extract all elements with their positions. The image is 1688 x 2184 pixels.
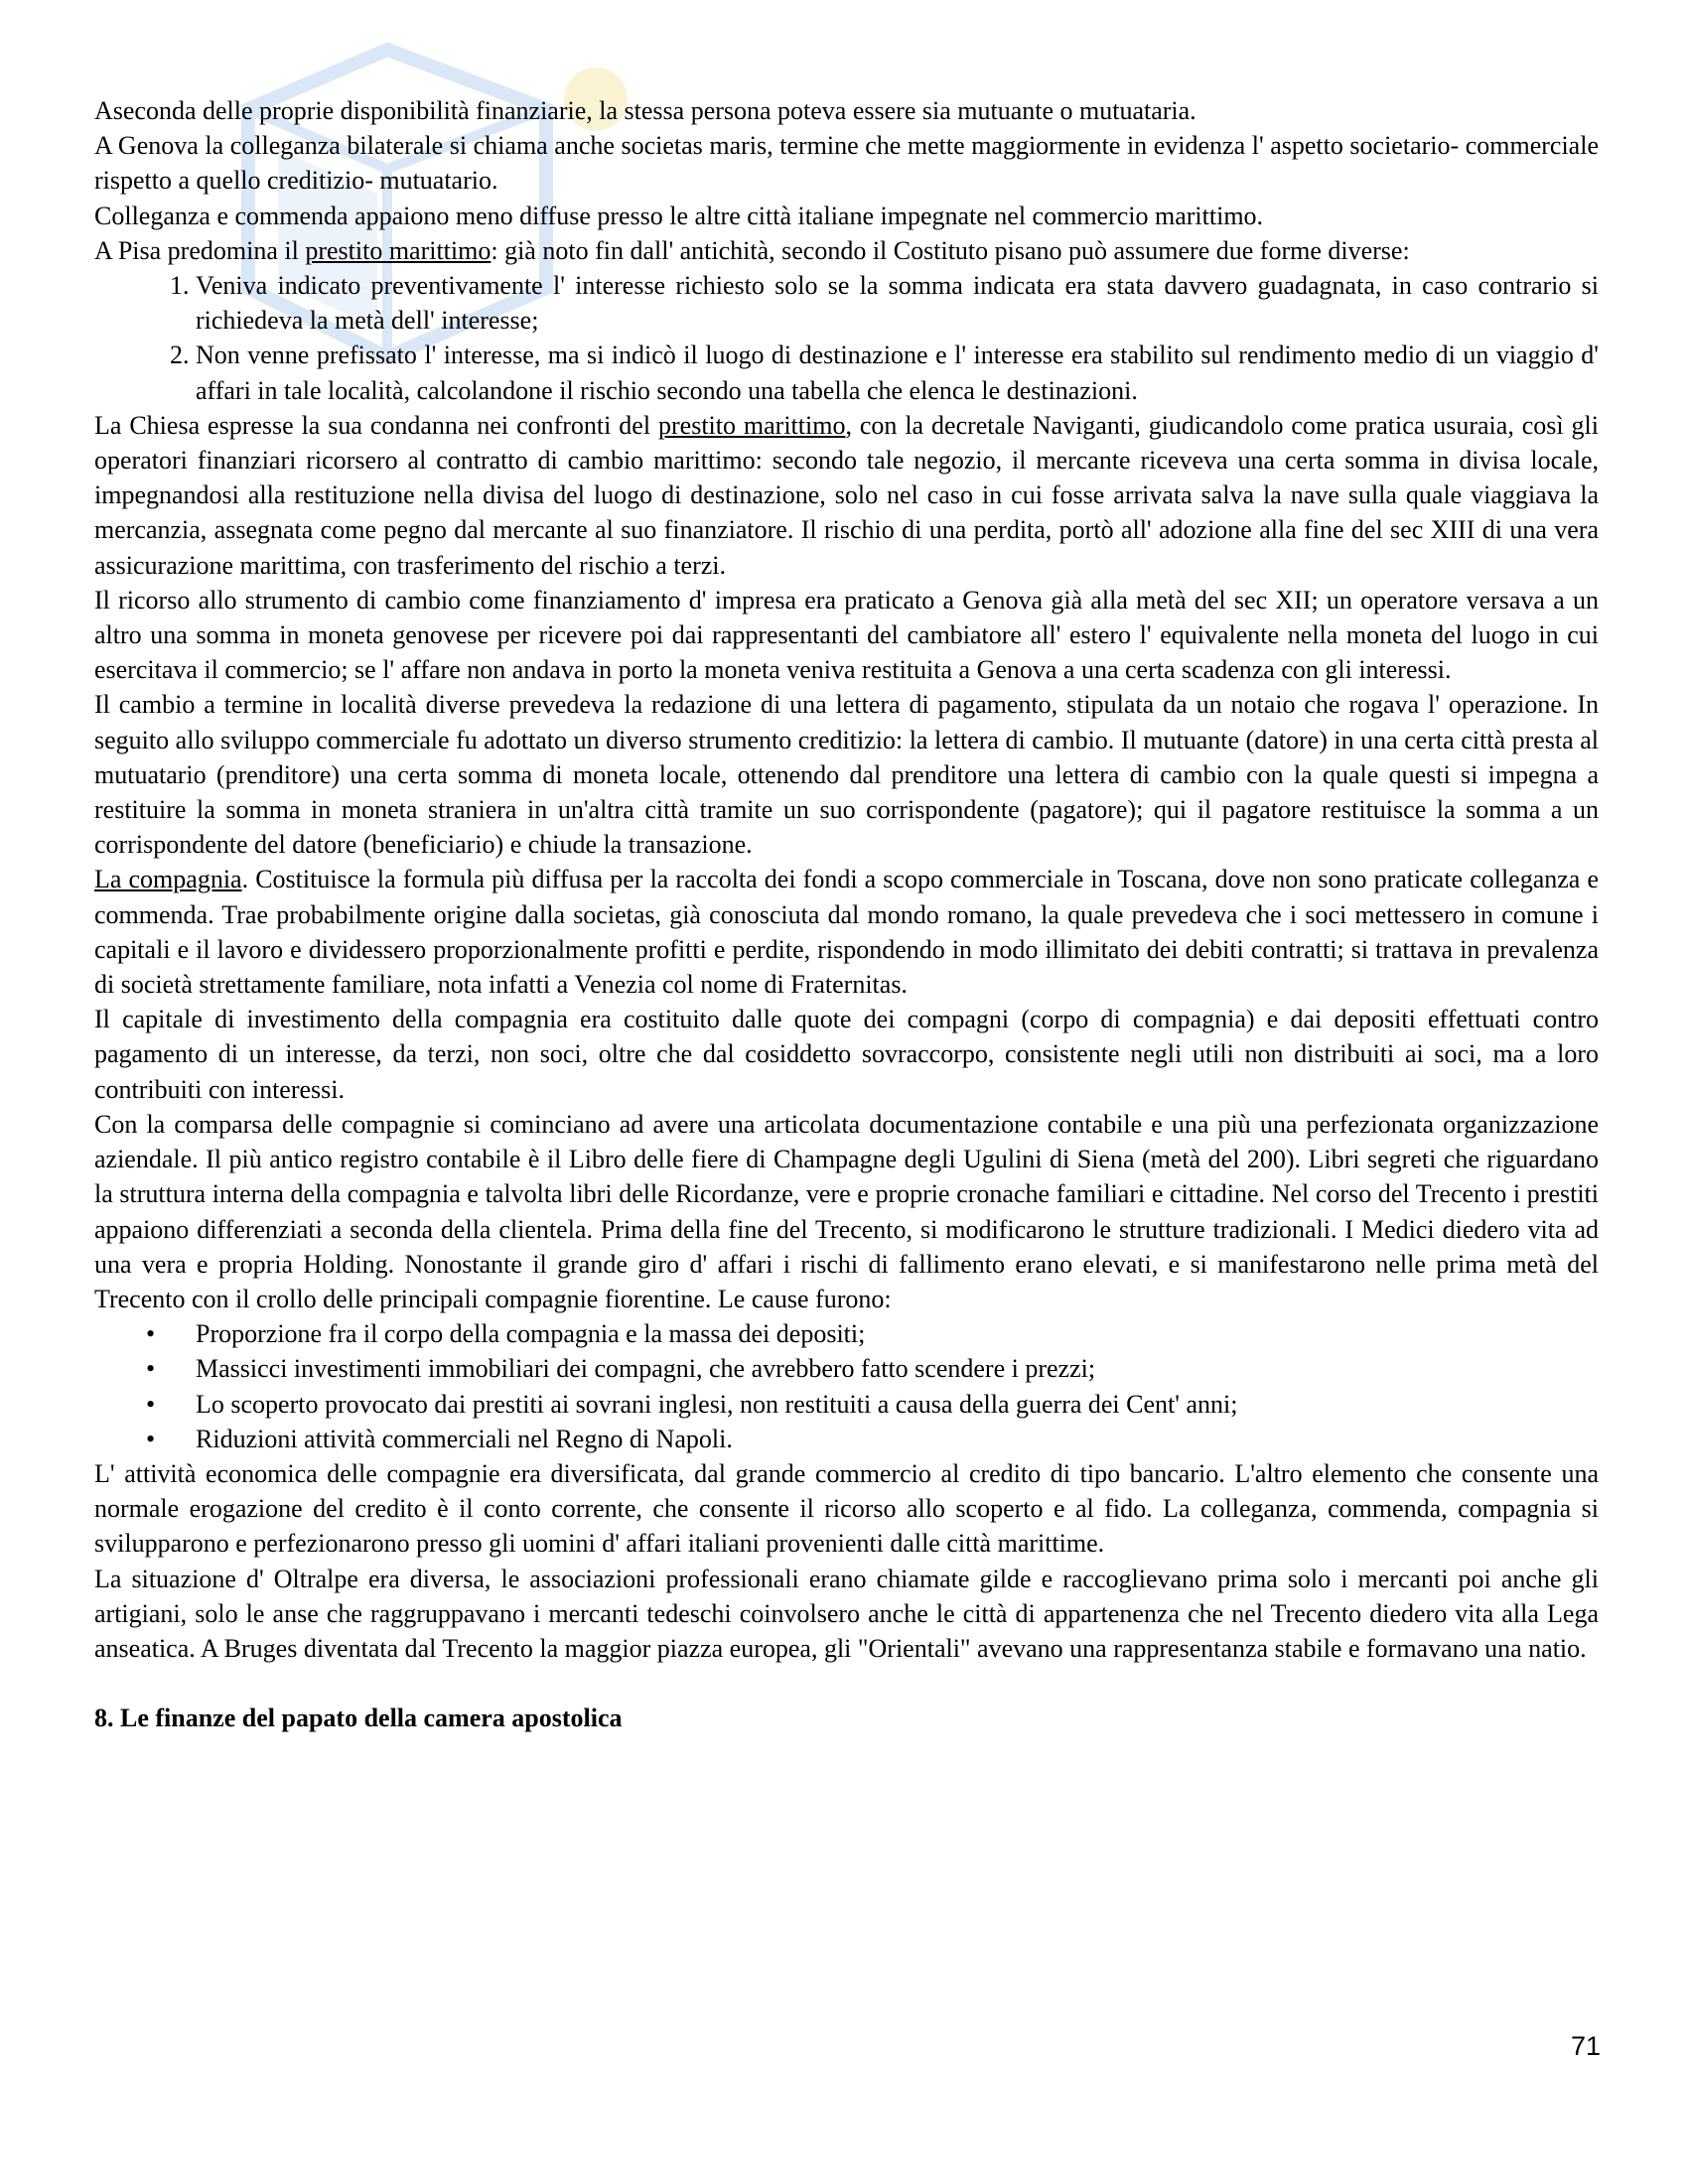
page-number: 71 [1570, 2031, 1601, 2061]
bullet-list [94, 1316, 1599, 1456]
paragraph: A Genova la colleganza bilaterale si chiama anche societas maris, termine che mette maggiormente in evidenza l' aspetto societario- commerciale rispetto a quello creditizio- mutuatario. [94, 131, 1599, 196]
list-item: 2. Non venne prefissato l' interesse, ma si indicò il luogo di destinazione e l' interesse era stabilito sul rendimento medio di un viaggio d' affari in tale località, calcolandone il rischio secondo una tabella che elenca le destinazioni. [196, 338, 1599, 407]
text: . Costituisce la formula più diffusa per la raccolta dei fondi a scopo commerciale in Toscana, dove non sono praticate colleganza e commenda. Trae probabilmente origine dalla societas, già conosciuta dal mondo romano, la quale prevedeva che i soci mettessero in comune i capitali e il lavoro e dividessero proporzionalmente profitti e perdite, rispondendo in modo illimitato dei debiti contratti; si trattava in prevalenza di società strettamente familiare, nota infatti a Venezia col nome di Fraternitas. [94, 865, 1599, 1000]
text: : già noto fin dall' antichità, secondo il Costituto pisano può assumere due forme diverse: [491, 235, 1410, 265]
bullet-icon: • [146, 1389, 156, 1419]
paragraph [94, 862, 1599, 1002]
paragraph [94, 408, 1599, 583]
paragraph: Con la comparsa delle compagnie si cominciano ad avere una articolata documentazione contabile e una più una perfezionata organizzazione aziendale. Il più antico registro contabile è il Libro delle fiere di Champagne degli Ugulini di Siena (metà del 200). Libri segreti che riguardano la struttura interna della compagnia e talvolta libri delle Ricordanze, vere e proprie cronache familiari e cittadine. Nel corso del Trecento i prestiti appaiono differenziati a seconda della clientela. Prima della fine del Trecento, si modificarono le strutture tradizionali. I Medici diedero vita ad una vera e propria Holding. Nonostante il grande giro d' affari i rischi di fallimento erano elevati, e si manifestarono nelle prima metà del Trecento con il crollo delle principali compagnie fiorentine. Le cause furono: [94, 1109, 1599, 1313]
numbered-list [94, 268, 1599, 408]
document-body [94, 93, 1599, 1735]
paragraph: Il cambio a termine in località diverse prevedeva la redazione di una lettera di pagamento, stipulata da un notaio che rogava l' operazione. In seguito allo sviluppo commerciale fu adottato un diverso strumento creditizio: la lettera di cambio. Il mutuante (datore) in una certa città presta al mutuatario (prenditore) una certa somma di moneta locale, ottenendo dal prenditore una lettera di cambio con la quale questi si impegna a restituire la somma in moneta straniera in un'altra città tramite un suo corrispondente (pagatore); qui il pagatore restituisce la somma a un corrispondente del datore (beneficiario) e chiude la transazione. [94, 690, 1599, 860]
text: Proporzione fra il corpo della compagnia e la massa dei depositi; [196, 1319, 866, 1349]
paragraph: La situazione d' Oltralpe era diversa, le associazioni professionali erano chiamate gilde e raccoglievano prima solo i mercanti poi anche gli artigiani, solo le anse che raggruppavano i mercanti tedeschi coinvolsero anche le città di appartenenza che nel Trecento diedero vita alla Lega anseatica. A Bruges diventata dal Trecento la maggior piazza europea, gli "Orientali" avevano una rappresentanza stabile e formavano una natio. [94, 1564, 1599, 1663]
bullet-icon: • [146, 1424, 156, 1453]
text: Lo scoperto provocato dai prestiti ai sovrani inglesi, non restituiti a causa della guerra dei Cent' anni; [196, 1389, 1238, 1419]
list-item [146, 1351, 1599, 1386]
paragraph: L' attività economica delle compagnie era diversificata, dal grande commercio al credito di tipo bancario. L'altro elemento che consente una normale erogazione del credito è il conto corrente, che consente il ricorso allo scoperto e al fido. La colleganza, commenda, compagnia si svilupparono e perfezionarono presso gli uomini d' affari italiani provenienti dalle città marittime. [94, 1458, 1599, 1559]
text: A Pisa predomina il [94, 235, 306, 265]
paragraph: Aseconda delle proprie disponibilità finanziarie, la stessa persona poteva essere sia mutuante o mutuataria. [94, 96, 1196, 125]
list-item [146, 1422, 1599, 1456]
list-item: 1. Veniva indicato preventivamente l' interesse richiesto solo se la somma indicata era stata davvero guadagnata, in caso contrario si richiedeva la metà dell' interesse; [196, 268, 1599, 338]
paragraph: Il ricorso allo strumento di cambio come finanziamento d' impresa era praticato a Genova già alla metà del sec XII; un operatore versava a un altro una somma in moneta genovese per ricevere poi dai rappresentanti del cambiatore all' estero l' equivalente nella moneta del luogo in cui esercitava il commercio; se l' affare non andava in porto la moneta veniva restituita a Genova a una certa scadenza con gli interessi. [94, 585, 1599, 685]
underlined-term: prestito marittimo [305, 235, 492, 265]
text: La Chiesa espresse la sua condanna nei confronti del [94, 410, 658, 440]
text: , con la decretale Naviganti, giudicandolo come pratica usuraia, così gli operatori finanziari ricorsero al contratto di cambio marittimo: secondo tale negozio, il mercante riceveva una certa somma in divisa locale, impegnandosi alla restituzione nella divisa del luogo di destinazione, solo nel caso in cui fosse arrivata salva la nave sulla quale viaggiava la mercanzia, assegnata come pegno dal mercante al suo finanziatore. Il rischio di una perdita, portò all' adozione alla fine del sec XIII di una vera assicurazione marittima, con trasferimento del rischio a terzi. [94, 410, 1599, 580]
list-item [146, 1387, 1599, 1422]
underlined-term: prestito marittimo [658, 410, 846, 440]
underlined-term: La compagnia [94, 865, 242, 894]
paragraph: Colleganza e commenda appaiono meno diffuse presso le altre città italiane impegnate nel commercio marittimo. [94, 201, 1264, 230]
text: Massicci investimenti immobiliari dei compagni, che avrebbero fatto scendere i prezzi; [196, 1354, 1096, 1384]
section-heading: 8. Le finanze del papato della camera apostolica [94, 1704, 623, 1733]
bullet-icon: • [146, 1354, 156, 1384]
paragraph [94, 233, 1599, 268]
bullet-icon: • [146, 1319, 156, 1349]
paragraph: Il capitale di investimento della compagnia era costituito dalle quote dei compagni (corpo di compagnia) e dai depositi effettuati contro pagamento di un interesse, da terzi, non soci, oltre che dal cosiddetto sovraccorpo, consistente negli utili non distribuiti ai soci, ma a loro contribuiti con interessi. [94, 1005, 1599, 1104]
text: Riduzioni attività commerciali nel Regno di Napoli. [196, 1424, 733, 1453]
list-item [146, 1316, 1599, 1351]
